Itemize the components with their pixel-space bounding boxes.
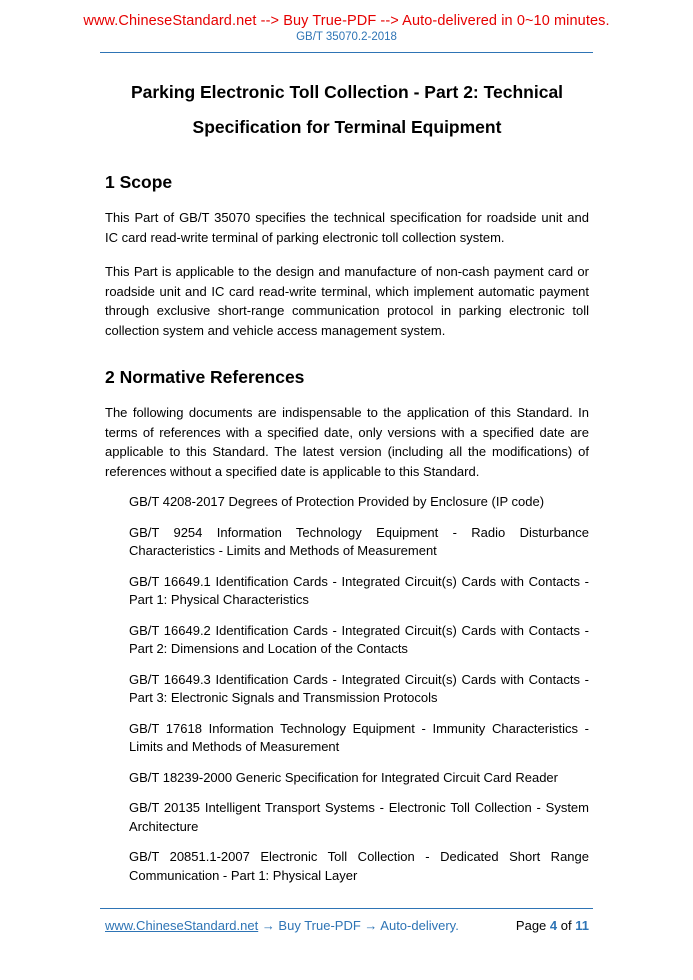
paragraph: This Part of GB/T 35070 specifies the technical specification for roadside unit and IC card read-write terminal of parking electronic toll collection system. — [105, 210, 589, 245]
section-heading-scope: 1 Scope — [105, 172, 173, 192]
reference-list — [129, 493, 589, 885]
reference-item: GB/T 16649.2 Identification Cards - Integrated Circuit(s) Cards with Contacts - Part 2: Dimensions and Location of the Contacts — [129, 622, 589, 656]
header-divider — [100, 52, 593, 53]
page-label: Page — [515, 918, 547, 933]
reference-item: GB/T 20135 Intelligent Transport Systems - Electronic Toll Collection - System Architecture — [129, 800, 589, 834]
paragraph: This Part is applicable to the design and manufacture of non-cash payment card or roadside unit and IC card read-write terminal, which implement automatic payment through exclusive short-range communication protocol in parking electronic toll collection system and vehicle access management system. — [105, 264, 589, 338]
reference-item: GB/T 20851.1-2007 Electronic Toll Collection - Dedicated Short Range Communication - Part 1: Physical Layer — [129, 849, 589, 883]
page-total: 11 — [575, 918, 589, 933]
of-label: of — [560, 918, 572, 933]
document-title-line-2: Specification for Terminal Equipment — [192, 117, 502, 137]
doc-number: GB/T 35070.2-2018 — [296, 31, 397, 43]
section-heading-normative-references: 2 Normative References — [105, 367, 305, 387]
footer-promo-text: → Buy True-PDF → Auto-delivery. — [258, 918, 459, 933]
page-current: 4 — [549, 918, 558, 933]
page-footer — [0, 908, 693, 980]
page-indicator — [516, 918, 589, 933]
paragraph: The following documents are indispensable to the application of this Standard. In terms of references with a specified date, only versions with a specified date are applicable to this Standard. The latest version (including all the modifications) of references without a specified date is applicable to this Standard. — [105, 405, 589, 479]
reference-item: GB/T 18239-2000 Generic Specification for Integrated Circuit Card Reader — [129, 769, 558, 785]
footer-link[interactable]: www.ChineseStandard.net — [105, 918, 259, 933]
reference-item: GB/T 9254 Information Technology Equipment - Radio Disturbance Characteristics - Limits and Methods of Measurement — [129, 524, 589, 558]
page-content — [0, 75, 693, 885]
reference-item: GB/T 16649.3 Identification Cards - Integrated Circuit(s) Cards with Contacts - Part 3: Electronic Signals and Transmission Protocols — [129, 671, 589, 705]
footer-promo — [105, 918, 459, 933]
reference-item: GB/T 17618 Information Technology Equipment - Immunity Characteristics - Limits and Methods of Measurement — [129, 720, 589, 754]
header-promo-banner: www.ChineseStandard.net --> Buy True-PDF --> Auto-delivered in 0~10 minutes. — [83, 13, 610, 29]
document-title-line-1: Parking Electronic Toll Collection - Part 2: Technical — [130, 82, 564, 102]
document-title — [105, 75, 589, 145]
reference-item: GB/T 16649.1 Identification Cards - Integrated Circuit(s) Cards with Contacts - Part 1: Physical Characteristics — [129, 573, 589, 607]
reference-item: GB/T 4208-2017 Degrees of Protection Provided by Enclosure (IP code) — [129, 494, 545, 509]
